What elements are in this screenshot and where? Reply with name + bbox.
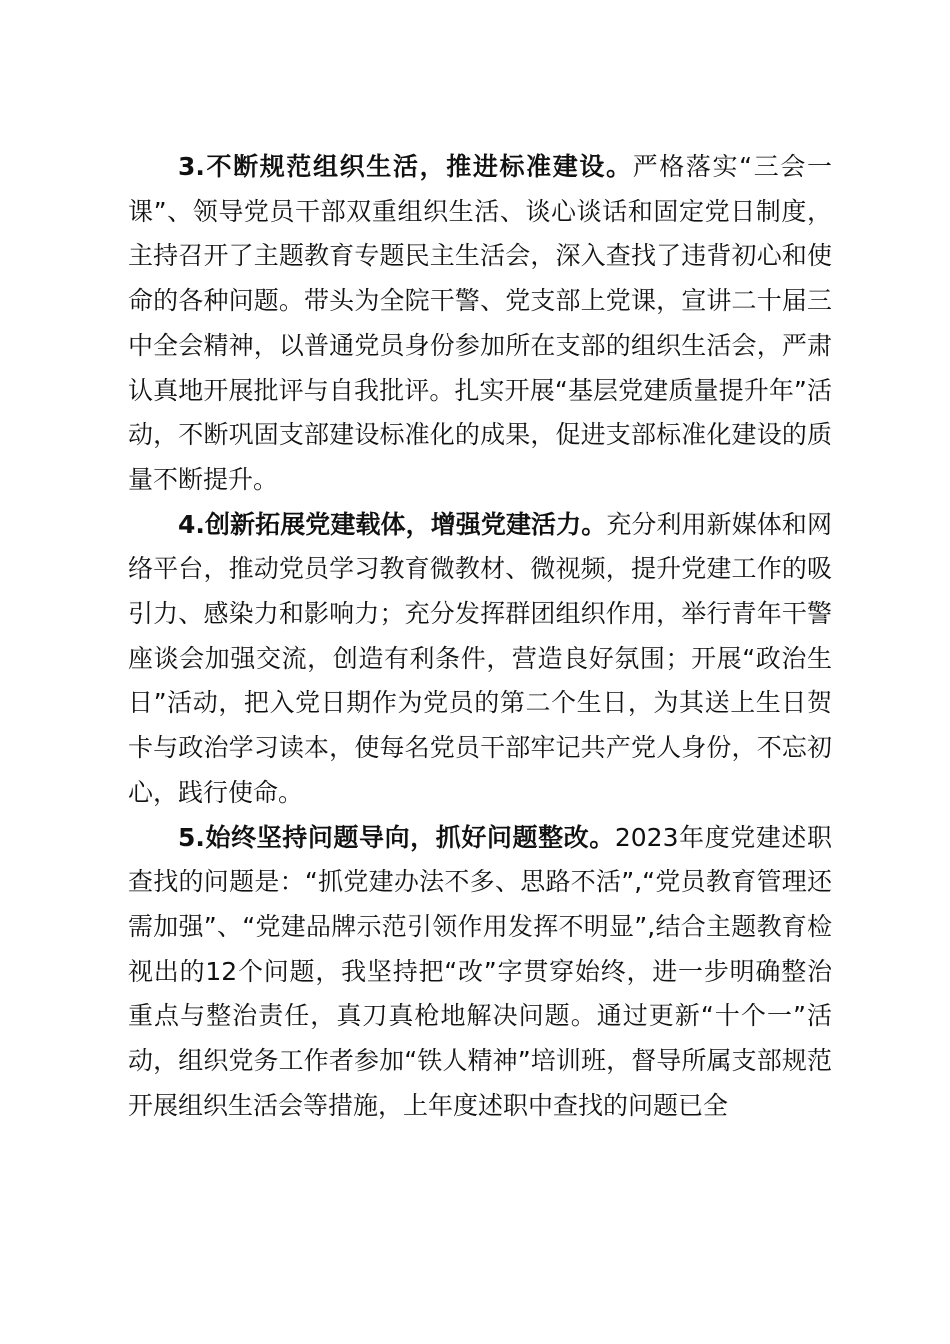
document-page [128,145,832,1128]
paragraph-4 [128,503,832,816]
paragraph-body: 2023年度党建述职查找的问题是：“抓党建办法不多、思路不活”,“党员教育管理还需加强”、“党建品牌示范引领作用发挥不明显”,结合主题教育检视出的12个问题，我坚持把“改”字贯穿始终，进一步明确整治重点与整治责任，真刀真枪地解决问题。通过更新“十个一”活动，组织党务工作者参加“铁人精神”培训班，督导所属支部规范开展组织生活会等措施，上年度述职中查找的问题已全 [128,822,832,1120]
paragraph-5 [128,816,832,1129]
paragraph-heading: 4.创新拓展党建载体，增强党建活力。 [178,509,607,539]
paragraph-body: 严格落实“三会一课”、领导党员干部双重组织生活、谈心谈话和固定党日制度，主持召开了主题教育专题民主生活会，深入查找了违背初心和使命的各种问题。带头为全院干警、党支部上党课，宣讲二十届三中全会精神，以普通党员身份参加所在支部的组织生活会，严肃认真地开展批评与自我批评。扎实开展“基层党建质量提升年”活动，不断巩固支部建设标准化的成果，促进支部标准化建设的质量不断提升。 [128,152,832,494]
paragraph-heading: 3.不断规范组织生活，推进标准建设。 [178,152,633,181]
paragraph-3 [128,145,832,503]
paragraph-heading: 5.始终坚持问题导向，抓好问题整改。 [178,822,615,852]
paragraph-body: 充分利用新媒体和网络平台，推动党员学习教育微教材、微视频，提升党建工作的吸引力、感染力和影响力；充分发挥群团组织作用，举行青年干警座谈会加强交流，创造有利条件，营造良好氛围；开展“政治生日”活动，把入党日期作为党员的第二个生日，为其送上生日贺卡与政治学习读本，使每名党员干部牢记共产党人身份，不忘初心，践行使命。 [128,509,832,807]
